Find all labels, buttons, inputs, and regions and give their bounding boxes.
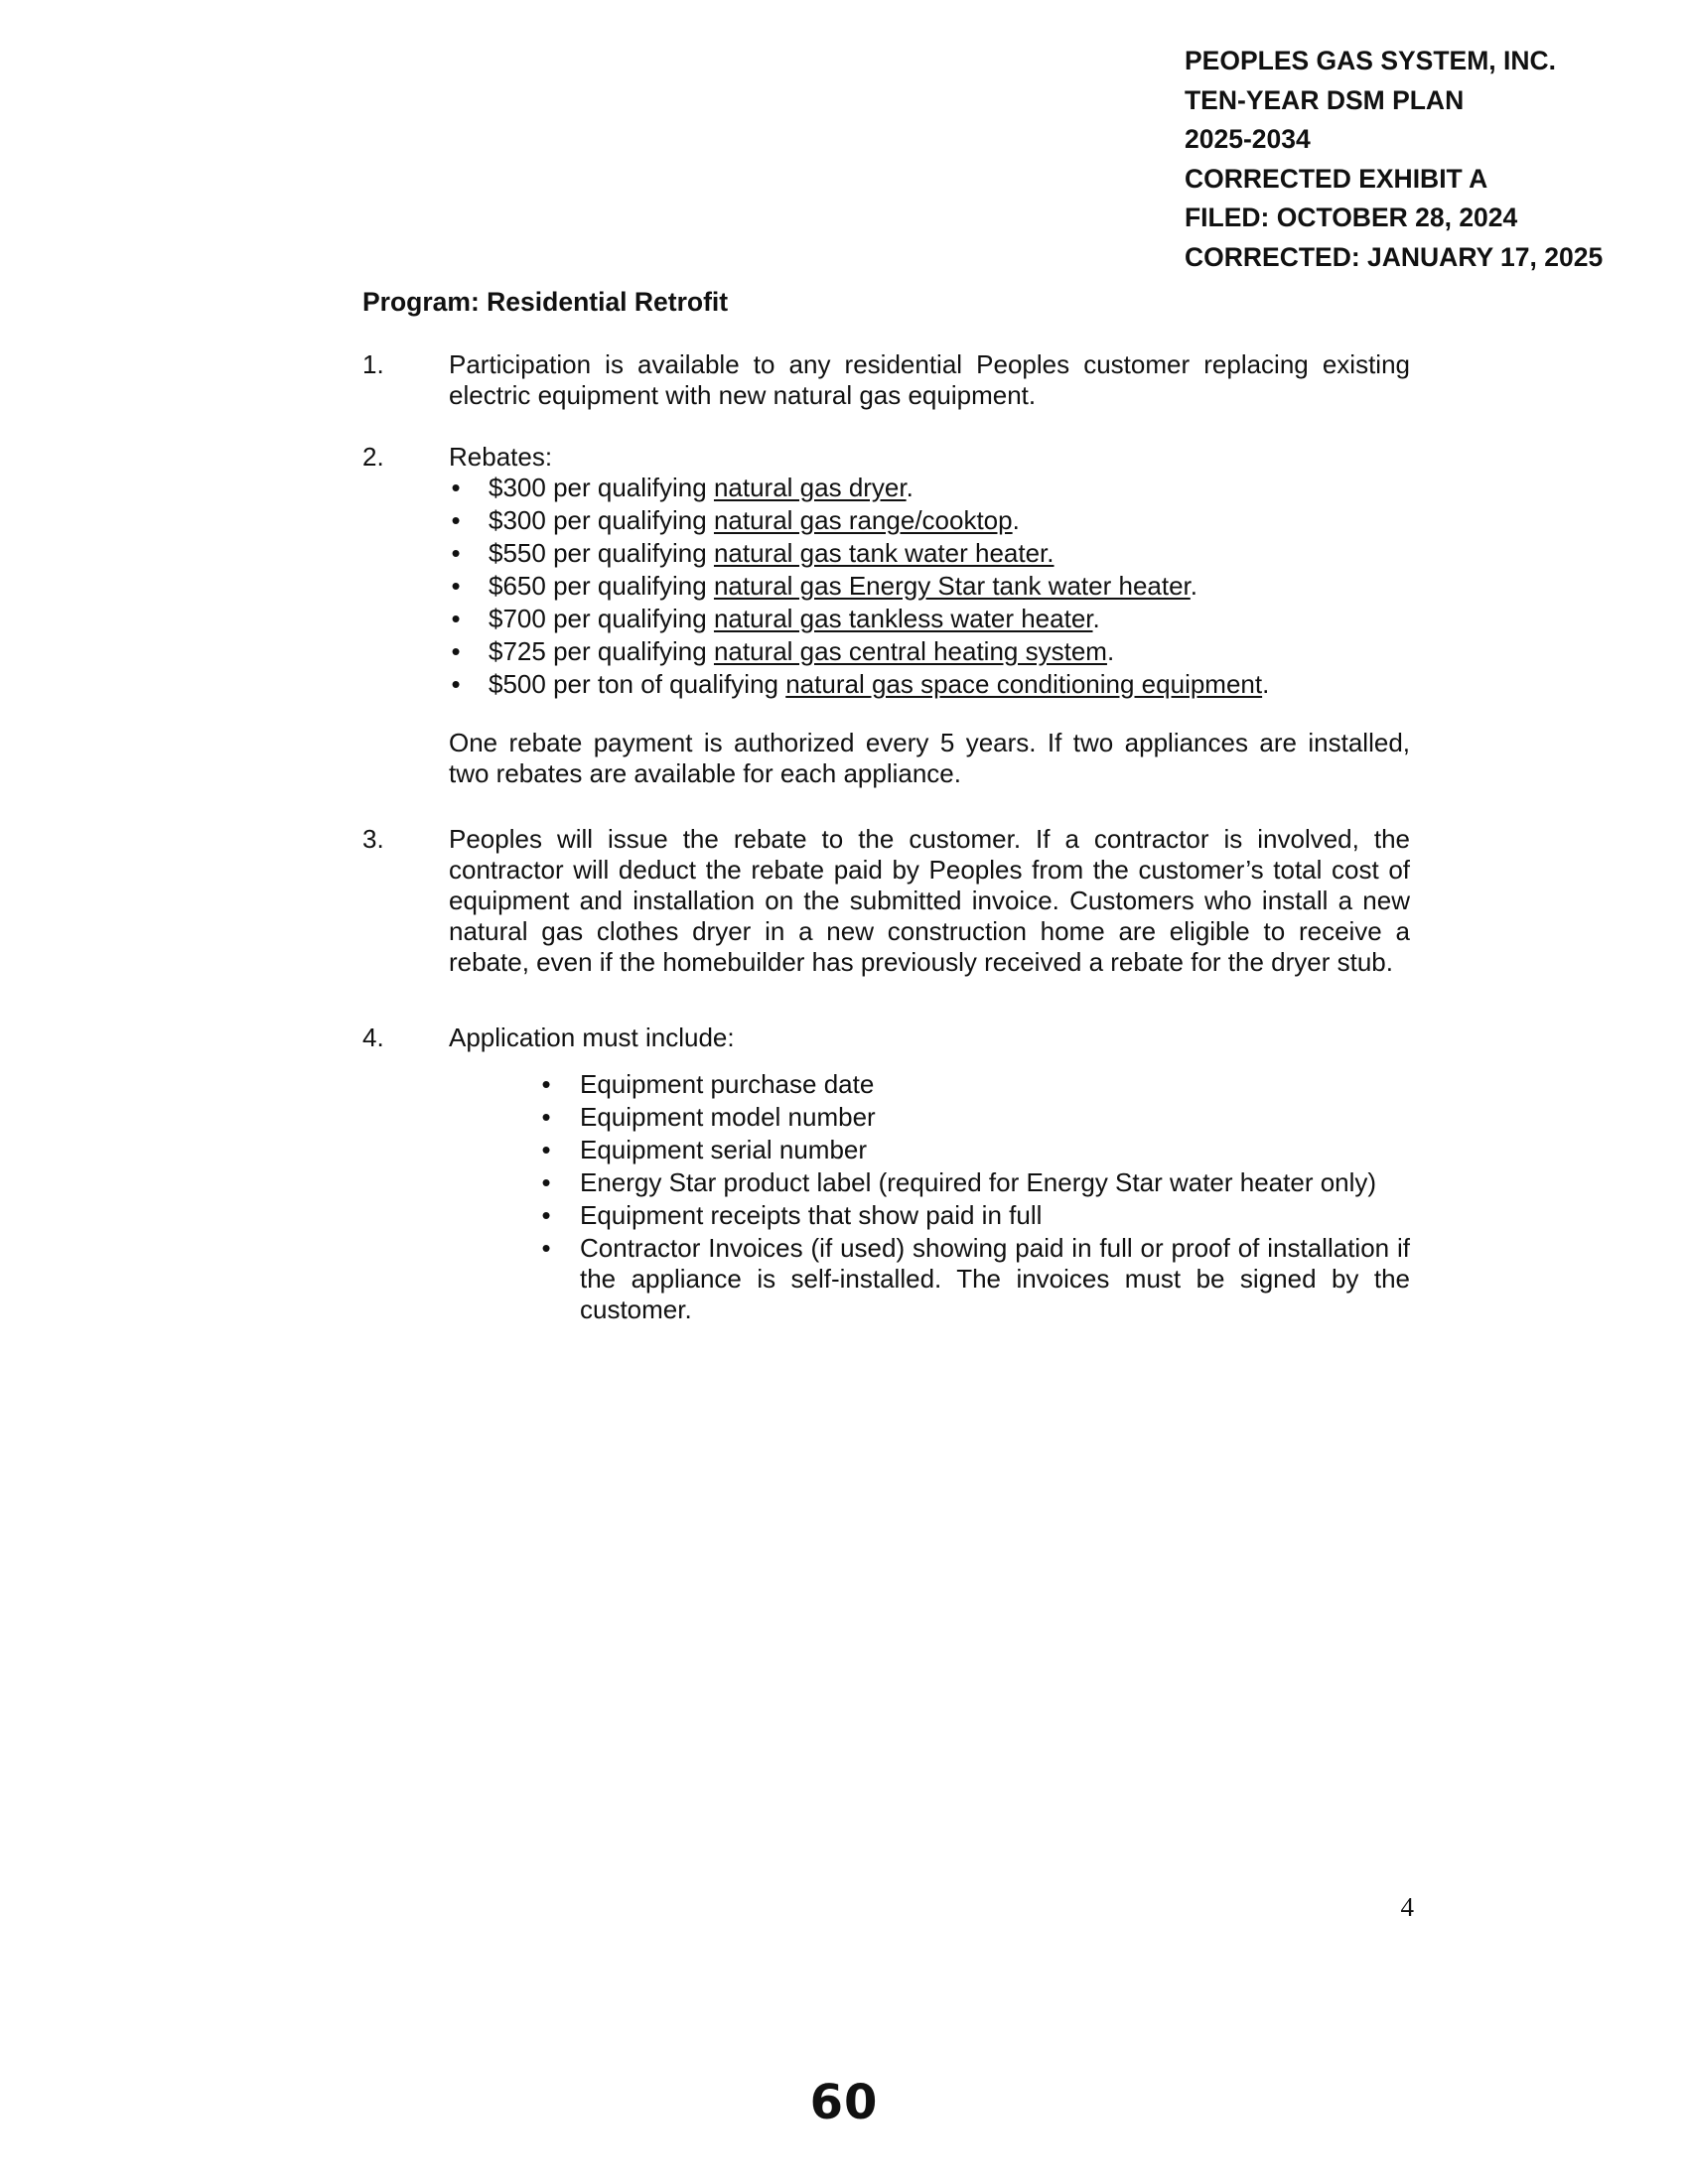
bullet-icon: • bbox=[541, 1102, 551, 1132]
header-company: PEOPLES GAS SYSTEM, INC. bbox=[1185, 46, 1557, 75]
rebate-note-line-1: One rebate payment is authorized every 5 years. If two appliances are installed, bbox=[449, 728, 1410, 757]
rebate-equipment: natural gas tankless water heater bbox=[713, 604, 1093, 633]
rebate-amount: $300 per qualifying bbox=[489, 505, 714, 535]
rebate-frequency-note bbox=[449, 728, 1410, 789]
requirement-item: • Equipment serial number bbox=[362, 1135, 1410, 1165]
requirement-item: • Energy Star product label (required for Energy Star water heater only) bbox=[362, 1167, 1410, 1198]
rebate-amount: $500 per ton of qualifying bbox=[489, 669, 786, 699]
requirement-item: • Equipment model number bbox=[362, 1102, 1410, 1133]
item-4-content bbox=[449, 1023, 1410, 1324]
item-3-text: Peoples will issue the rebate to the customer. If a contractor is involved, the contractor will deduct the rebate paid by Peoples from the customer’s total cost of equipment and installation on the submitted invoice. Customers who install a new natural gas clothes dryer in a new construction home are eligible to receive a rebate, even if the homebuilder has previously received a rebate for the dryer stub. bbox=[449, 824, 1410, 977]
bullet-icon: • bbox=[541, 1167, 551, 1197]
bullet-icon: • bbox=[541, 1069, 551, 1099]
bullet-icon: • bbox=[541, 1135, 551, 1164]
bullet-icon: • bbox=[541, 1233, 551, 1263]
rebate-equipment: natural gas dryer bbox=[713, 473, 907, 502]
item-1-number: 1. bbox=[362, 349, 384, 379]
rebate-amount: $300 per qualifying bbox=[489, 473, 714, 502]
header-corrected-date: CORRECTED: JANUARY 17, 2025 bbox=[1185, 241, 1604, 272]
application-requirements-list bbox=[362, 1069, 1410, 1327]
item-1-line-1: Participation is available to any residential Peoples customer replacing existing bbox=[449, 349, 1410, 379]
bullet-icon: • bbox=[451, 636, 461, 666]
bullet-icon: • bbox=[451, 669, 461, 699]
rebate-equipment: natural gas central heating system bbox=[713, 636, 1107, 666]
header-filed-date: FILED: OCTOBER 28, 2024 bbox=[1185, 203, 1518, 232]
header-exhibit: CORRECTED EXHIBIT A bbox=[1185, 163, 1488, 194]
rebate-item-tank-water-heater bbox=[449, 538, 1496, 571]
application-label: Application must include: bbox=[449, 1023, 735, 1052]
rebate-amount: $550 per qualifying bbox=[489, 538, 714, 568]
rebate-equipment: natural gas range/cooktop bbox=[713, 505, 1013, 535]
rebate-item-dryer: • $300 per qualifying natural gas dryer. bbox=[449, 473, 1496, 505]
rebate-item-tankless-water-heater: • $700 per qualifying natural gas tankless water heater. bbox=[449, 604, 1496, 636]
item-1-text bbox=[449, 349, 1410, 411]
rebate-amount: $650 per qualifying bbox=[489, 571, 714, 601]
rebate-equipment: natural gas Energy Star tank water heater bbox=[713, 571, 1191, 601]
bates-page-number: 60 bbox=[809, 2075, 879, 2130]
rebate-item-central-heating: • $725 per qualifying natural gas central heating system. bbox=[449, 636, 1496, 669]
requirement-item: • Equipment receipts that show paid in full bbox=[362, 1200, 1410, 1231]
header-plan: TEN-YEAR DSM PLAN bbox=[1185, 84, 1465, 115]
rebate-note-line-2: two rebates are available for each appliance. bbox=[449, 758, 961, 788]
bullet-icon: • bbox=[451, 604, 461, 633]
item-2-content bbox=[449, 442, 1410, 788]
document-header bbox=[1185, 42, 1661, 277]
rebate-equipment: natural gas space conditioning equipment bbox=[785, 669, 1263, 699]
bullet-icon: • bbox=[451, 473, 461, 502]
rebate-item-energy-star-water-heater: • $650 per qualifying natural gas Energy Star tank water heater. bbox=[449, 571, 1496, 604]
bullet-icon: • bbox=[451, 571, 461, 601]
rebate-item-space-conditioning: • $500 per ton of qualifying natural gas space conditioning equipment. bbox=[449, 669, 1496, 702]
item-2-number: 2. bbox=[362, 442, 384, 472]
requirement-item: • Contractor Invoices (if used) showing paid in full or proof of installation if the appliance is self-installed. The invoices must be signed by the customer. bbox=[362, 1233, 1410, 1325]
bullet-icon: • bbox=[541, 1200, 551, 1230]
item-1-line-2: electric equipment with new natural gas equipment. bbox=[449, 380, 1037, 410]
item-4-number: 4. bbox=[362, 1023, 384, 1052]
bullet-icon: • bbox=[451, 505, 461, 535]
program-title: Program: Residential Retrofit bbox=[362, 287, 729, 317]
requirement-item: • Equipment purchase date bbox=[362, 1069, 1410, 1100]
header-years: 2025-2034 bbox=[1185, 124, 1311, 154]
item-3-number: 3. bbox=[362, 824, 384, 854]
page-number: 4 bbox=[1400, 1892, 1414, 1922]
rebate-amount: $700 per qualifying bbox=[489, 604, 714, 633]
bullet-icon: • bbox=[451, 538, 461, 568]
rebate-item-range: • $300 per qualifying natural gas range/cooktop. bbox=[449, 505, 1496, 538]
rebate-equipment: natural gas tank water heater. bbox=[713, 538, 1055, 568]
rebate-amount: $725 per qualifying bbox=[489, 636, 714, 666]
rebates-label: Rebates: bbox=[449, 442, 553, 472]
rebate-list bbox=[449, 473, 1496, 702]
